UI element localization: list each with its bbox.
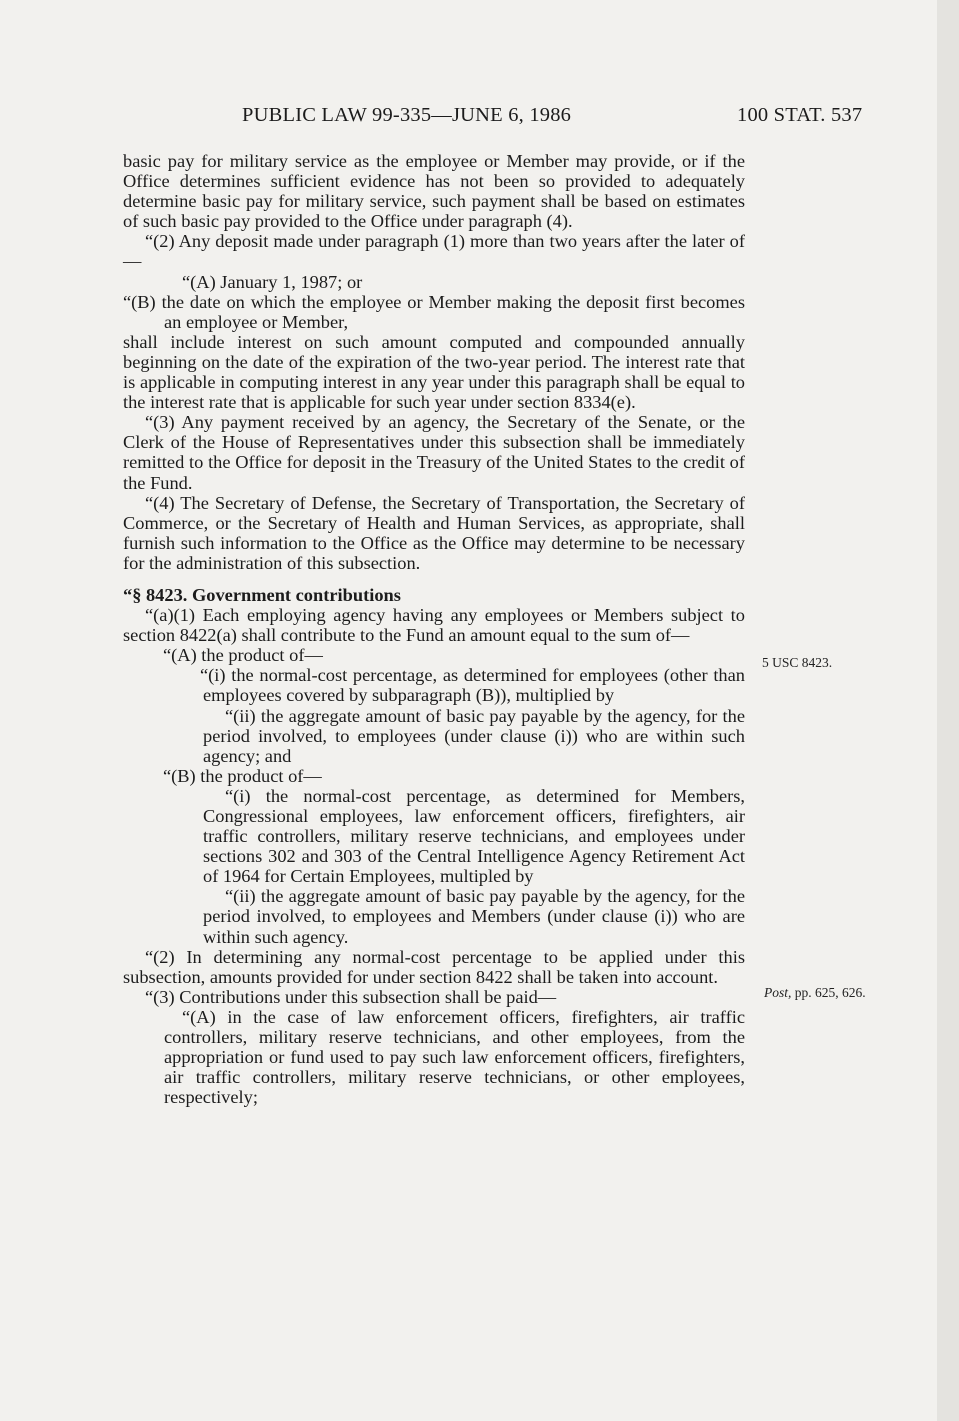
subparagraph-a3-A: “(A) in the case of law enforcement officers, firefighters, air traffic controllers, military reserve technicians, and other employees, from the appropriation or fund used to pay such law enforcement officers, firefighters, air traffic controllers, military reserve technicians, or other employees, respectively; xyxy=(164,1006,745,1108)
usc-citation-note: 5 USC 8423. xyxy=(762,655,833,670)
header-title: PUBLIC LAW 99-335—JUNE 6, 1986 xyxy=(242,104,572,126)
paragraph-2-flush: shall include interest on such amount computed and compounded annually beginning on the date of the expiration of the two-year period. The interest rate that is applicable in computing interest in any year under this paragraph shall be equal to the interest rate that is applicable for such year under section 8334(e). xyxy=(123,331,745,413)
subparagraph-B: “(B) the date on which the employee or Member making the deposit first becomes an employee or Member, xyxy=(123,291,745,332)
page-edge xyxy=(937,0,959,1421)
subparagraph-B-product: “(B) the product of— xyxy=(163,765,322,786)
subparagraph-A: “(A) January 1, 1987; or xyxy=(182,271,363,292)
clause-A-ii: “(ii) the aggregate amount of basic pay payable by the agency, for the period involved, to employees (under clause (i)) who are within such agency; and xyxy=(203,705,745,766)
clause-B-i: “(i) the normal-cost percentage, as determined for Members, Congressional employees, law enforcement officers, firefighters, air traffic controllers, military reserve technicians, and employees under sections 302 and 303 of the Central Intelligence Agency Retirement Act of 1964 for Certain Employees, multipled by xyxy=(203,785,745,887)
subsection-a3: “(3) Contributions under this subsection shall be paid— xyxy=(145,986,557,1007)
post-italic: Post, xyxy=(764,985,792,1000)
law-text xyxy=(123,151,745,1107)
paragraph-2: “(2) Any deposit made under paragraph (1) more than two years after the later of— xyxy=(123,231,745,272)
clause-A-i: “(i) the normal-cost percentage, as determined for employees (other than employees covered by subparagraph (B)), multiplied by xyxy=(200,665,745,706)
subsection-a2: “(2) In determining any normal-cost percentage to be applied under this subsection, amounts provided for under section 8422 shall be taken into account. xyxy=(123,946,745,987)
clause-B-ii: “(ii) the aggregate amount of basic pay payable by the agency, for the period involved, to employees and Members (under clause (i)) who are within such agency. xyxy=(203,886,745,947)
post-pages: pp. 625, 626. xyxy=(794,985,866,1000)
running-header xyxy=(0,100,959,134)
subparagraph-A-product: “(A) the product of— xyxy=(163,645,323,666)
paragraph-4: “(4) The Secretary of Defense, the Secretary of Transportation, the Secretary of Commerce, or the Secretary of Health and Human Services, as appropriate, shall furnish such information to the Office as the Office may determine to be necessary for the administration of this subsection. xyxy=(123,492,745,573)
paragraph-continuation: basic pay for military service as the employee or Member may provide, or if the Office determines sufficient evidence has not been so provided to adequately determine basic pay for military service, such payment shall be based on estimates of such basic pay provided to the Office under paragraph (4). xyxy=(123,151,745,232)
subsection-a1: “(a)(1) Each employing agency having any employees or Members subject to section 8422(a) shall contribute to the Fund an amount equal to the sum of— xyxy=(123,605,745,646)
paragraph-3: “(3) Any payment received by an agency, the Secretary of the Senate, or the Clerk of the House of Representatives under this subsection shall be immediately remitted to the Office for deposit in the Treasury of the United States to the credit of the Fund. xyxy=(123,412,745,493)
post-reference-note xyxy=(764,985,874,1000)
statute-page-number: 100 STAT. 537 xyxy=(737,104,863,126)
section-heading: “§ 8423. Government contributions xyxy=(123,584,401,605)
